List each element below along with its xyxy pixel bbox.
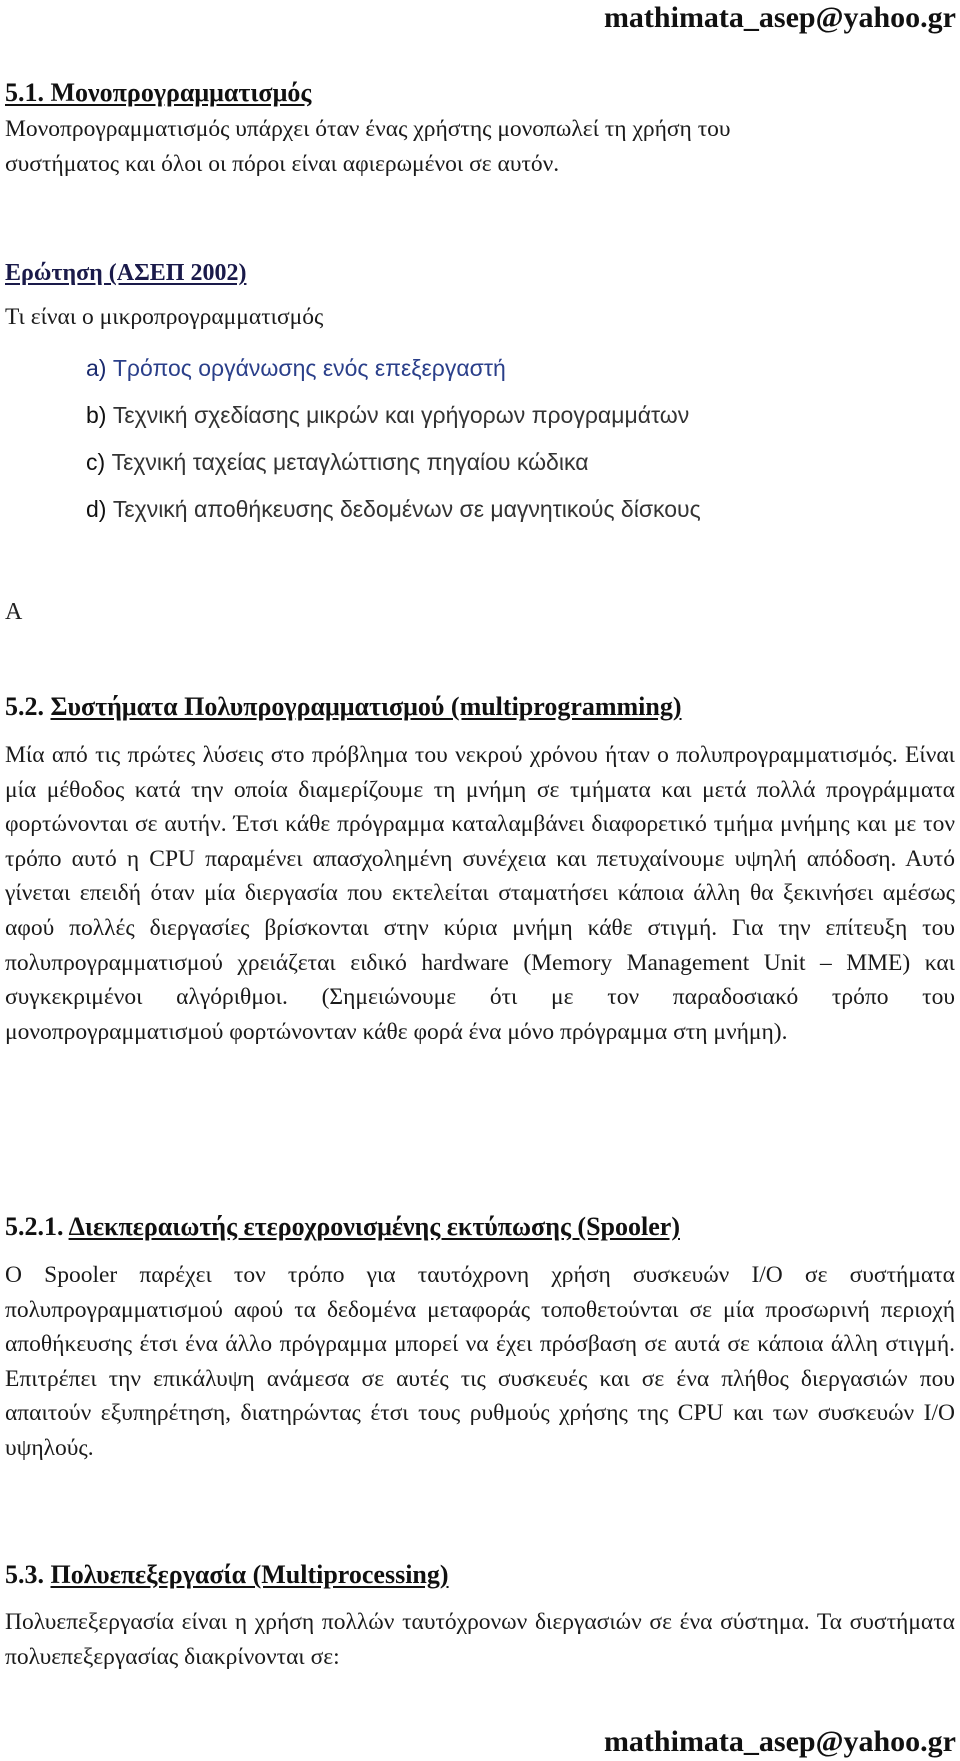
- section-5-3-number: 5.3.: [5, 1560, 44, 1589]
- section-5-3-paragraph: Πολυεπεξεργασία είναι η χρήση πολλών ταυτόχρονων διεργασιών σε ένα σύστημα. Τα συστήματα πολυεπεξεργασίας διακρίνονται σε:: [5, 1609, 955, 1670]
- section-5-2-paragraph: Μία από τις πρώτες λύσεις στο πρόβλημα του νεκρού χρόνου ήταν ο πολυπρογραμματισμός. Είναι μία μέθοδος κατά την οποία διαμερίζουμε τη μνήμη σε τμήματα και μετά πολλά προγράμματα φορτώνονται σε αυτήν. Έτσι κάθε πρόγραμμα καταλαμβάνει διαφορετικό τμήμα μνήμης και με τον τρόπο αυτό η CPU παραμένει απασχολημένη συνέχεια και πετυχαίνουμε υψηλή απόδοση. Αυτό γίνεται επειδή όταν μία διεργασία που εκτελείται σταματήσει κάποια άλλη θα ξεκινήσει αμέσως αφού πολλές διεργασίες βρίσκονται στην κύρια μνήμη κάθε στιγμή. Για την επίτευξη του πολυπρογραμματισμού χρειάζεται ειδικό hardware (Memory Management Unit – MME) και συγκεκριμένοι αλγόριθμοι. (Σημειώνουμε ότι με τον παραδοσιακό τρόπο του μονοπρογραμματισμού φορτώνονταν κάθε φορά ένα μόνο πρόγραμμα στη μνήμη).: [5, 742, 955, 1045]
- question-title: Ερώτηση (ΑΣΕΠ 2002): [5, 260, 247, 286]
- section-5-2-1-title: Διεκπεραιωτής ετεροχρονισμένης εκτύπωσης (Spooler): [68, 1212, 680, 1241]
- header-email: mathimata_asep@yahoo.gr: [603, 1, 956, 34]
- section-5-2-number: 5.2.: [5, 692, 44, 721]
- footer-email: mathimata_asep@yahoo.gr: [603, 1725, 956, 1758]
- option-a-letter: a): [86, 355, 107, 381]
- question-options: [86, 345, 701, 533]
- section-5-1-title: 5.1. Μονοπρογραμματισμός: [5, 78, 312, 107]
- section-5-1-line-2: συστήματος και όλοι οι πόροι είναι αφιερωμένοι σε αυτόν.: [5, 150, 560, 177]
- question-answer: Α: [5, 599, 23, 625]
- option-b: [86, 392, 701, 439]
- section-5-3-heading: [5, 1560, 449, 1590]
- section-5-3-title: Πολυεπεξεργασία (Multiprocessing): [50, 1560, 449, 1589]
- section-5-2-1-number: 5.2.1.: [5, 1212, 64, 1241]
- section-5-2-1-paragraph: Ο Spooler παρέχει τον τρόπο για ταυτόχρονη χρήση συσκευών I/O σε συστήματα πολυπρογραμματισμού αφού τα δεδομένα μεταφοράς τοποθετούνται σε μία προσωρινή περιοχή αποθήκευσης έτσι ένα άλλο πρόγραμμα μπορεί να έχει πρόσβαση σε αυτά σε κάποια άλλη στιγμή. Επιτρέπει την επικάλυψη ανάμεσα σε αυτές τις συσκευές και σε ένα πλήθος διεργασιών που απαιτούν εξυπηρέτηση, διατηρώντας έτσι τους ρυθμούς χρήσης της CPU και των συσκευών I/O υψηλούς.: [5, 1262, 955, 1461]
- section-5-2-1-heading: [5, 1212, 680, 1242]
- option-c-text: Τεχνική ταχείας μεταγλώττισης πηγαίου κώδικα: [111, 449, 589, 475]
- option-b-letter: b): [86, 402, 107, 428]
- option-c: [86, 439, 701, 486]
- option-d-text: Τεχνική αποθήκευσης δεδομένων σε μαγνητικούς δίσκους: [112, 496, 701, 522]
- option-a: [86, 345, 701, 392]
- option-c-letter: c): [86, 449, 106, 475]
- section-5-1-paragraph: [5, 112, 960, 181]
- section-5-1-line-1: Μονοπρογραμματισμός υπάρχει όταν ένας χρήστης μονοπωλεί τη χρήση του: [5, 116, 731, 142]
- option-d: [86, 486, 701, 533]
- section-5-2-heading: [5, 692, 682, 722]
- option-b-text: Τεχνική σχεδίασης μικρών και γρήγορων προγραμμάτων: [112, 402, 690, 428]
- question-prompt: Τι είναι ο μικροπρογραμματισμός: [5, 304, 324, 330]
- section-5-1-heading: [5, 78, 311, 108]
- option-a-text: Τρόπος οργάνωσης ενός επεξεργαστή: [112, 355, 506, 381]
- option-d-letter: d): [86, 496, 107, 522]
- section-5-2-title: Συστήματα Πολυπρογραμματισμού (multiprogramming): [50, 692, 682, 721]
